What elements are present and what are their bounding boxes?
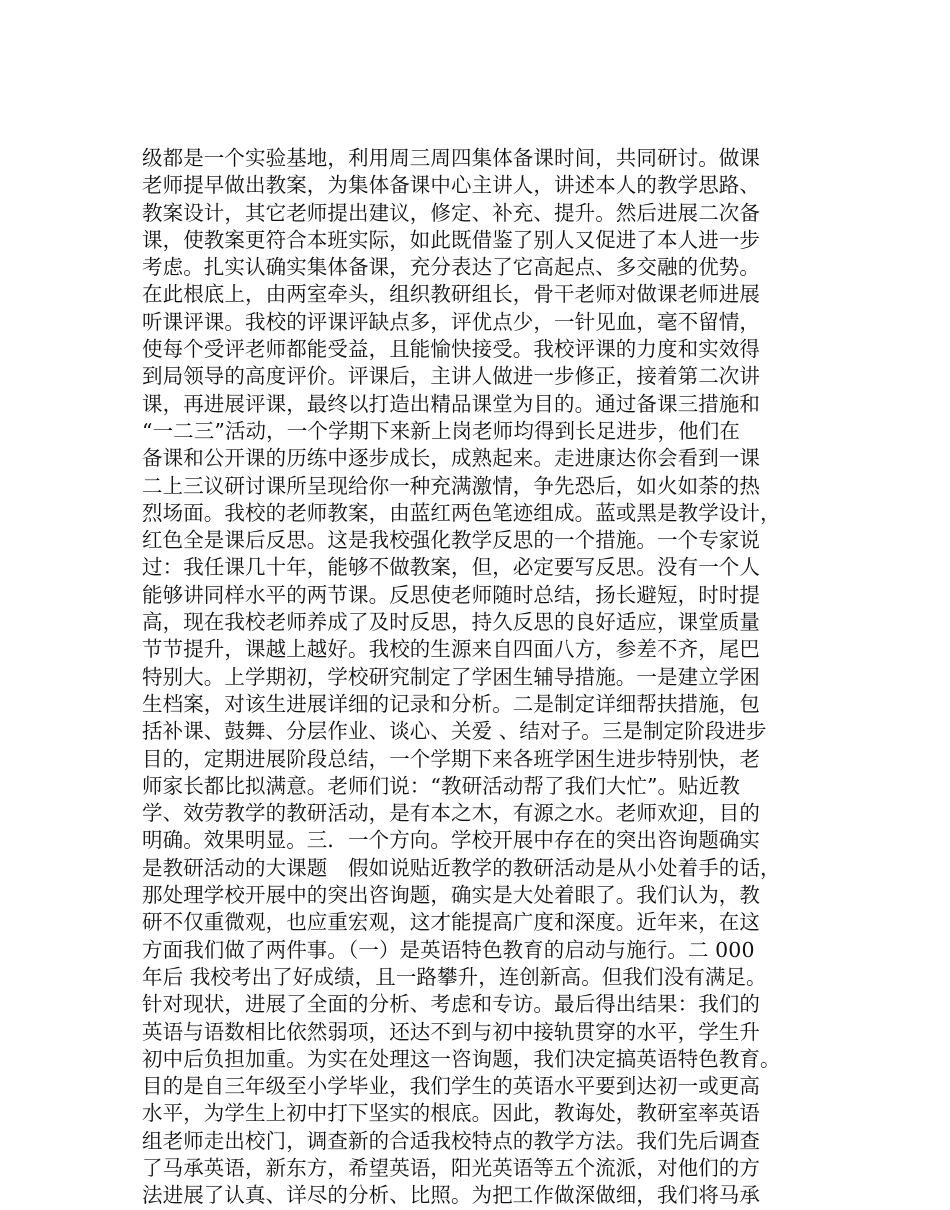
text-line: 二上三议研讨课所呈现给你一种充满激情，争先恐后，如火如荼的热 — [142, 473, 760, 498]
text-line: 师家长都比拟满意。老师们说：“教研活动帮了我们大忙”。贴近教 — [142, 773, 740, 798]
text-line: 学、效劳教学的教研活动，是有本之木，有源之水。老师欢迎，目的 — [142, 801, 760, 826]
text-line: 到局领导的高度评价。评课后，主讲人做进一步修正，接着第二次讲 — [142, 364, 760, 389]
text-line: 过：我任课几十年，能够不做教案，但，必定要写反思。没有一个人 — [142, 555, 760, 580]
text-line: 在此根底上，由两室牵头，组织教研组长，骨干老师对做课老师进展 — [142, 282, 760, 307]
text-line: 老师提早做出教案，为集体备课中心主讲人，讲述本人的教学思路、 — [142, 173, 760, 198]
text-line: 那处理学校开展中的突出咨询题，确实是大处着眼了。我们认为，教 — [142, 883, 760, 908]
text-line: 红色全是课后反思。这是我校强化教学反思的一个措施。一个专家说 — [142, 528, 760, 553]
text-line: 明确。效果明显。三．一个方向。学校开展中存在的突出咨询题确实 — [142, 828, 760, 853]
text-line: 高，现在我校老师养成了及时反思，持久反思的良好适应，课堂质量 — [142, 610, 760, 635]
text-line: 针对现状，进展了全面的分析、考虑和专访。最后得出结果：我们的 — [142, 992, 760, 1017]
text-line: 级都是一个实验基地，利用周三周四集体备课时间，共同研讨。做课 — [142, 146, 760, 170]
text-line: 英语与语数相比依然弱项，还达不到与初中接轨贯穿的水平，学生升 — [142, 1019, 760, 1044]
text-line: 特别大。上学期初，学校研究制定了学困生辅导措施。一是建立学困 — [142, 664, 760, 689]
text-line: 烈场面。我校的老师教案，由蓝红两色笔迹组成。蓝或黑是教学设计， — [142, 500, 781, 525]
text-line: 备课和公开课的历练中逐步成长，成熟起来。走进康达你会看到一课 — [142, 446, 760, 471]
text-line: 是教研活动的大课题 假如说贴近教学的教研活动是从小处着手的话， — [142, 855, 781, 880]
text-line: 考虑。扎实认确实集体备课，充分表达了它高起点、多交融的优势。 — [142, 255, 760, 280]
body-text — [142, 145, 842, 1210]
text-line: 初中后负担加重。为实在处理这一咨询题，我们决定搞英语特色教育。 — [142, 1046, 781, 1071]
text-line: 水平，为学生上初中打下坚实的根底。因此，教诲处，教研室率英语 — [142, 1101, 760, 1126]
text-line: 年后 我校考出了好成绩，且一路攀升，连创新高。但我们没有满足。 — [142, 964, 767, 989]
text-line: 能够讲同样水平的两节课。反思使老师随时总结，扬长避短，时时提 — [142, 582, 760, 607]
text-line: 使每个受评老师都能受益，且能愉快接受。我校评课的力度和实效得 — [142, 337, 760, 362]
text-line: 研不仅重微观，也应重宏观，这才能提高广度和深度。近年来，在这 — [142, 910, 760, 935]
text-line: 教案设计，其它老师提出建议，修定、补充、提升。然后进展二次备 — [142, 200, 760, 225]
text-line: “一二三”活动，一个学期下来新上岗老师均得到长足进步，他们在 — [142, 418, 740, 443]
text-line: 组老师走出校门，调查新的合适我校特点的教学方法。我们先后调查 — [142, 1128, 760, 1153]
text-line: 了马承英语，新东方，希望英语，阳光英语等五个流派，对他们的方 — [142, 1155, 760, 1180]
text-line: 听课评课。我校的评课评缺点多，评优点少，一针见血，毫不留情， — [142, 309, 760, 334]
text-line: 生档案，对该生进展详细的记录和分析。二是制定详细帮扶措施，包 — [142, 691, 760, 716]
text-line: 课，使教案更符合本班实际，如此既借鉴了别人又促进了本人进一步 — [142, 227, 760, 252]
text-line: 课，再进展评课，最终以打造出精品课堂为目的。通过备课三措施和 — [142, 391, 760, 416]
text-line: 法进展了认真、详尽的分析、比照。为把工作做深做细，我们将马承 — [142, 1183, 760, 1208]
text-line: 方面我们做了两件事。（一）是英语特色教育的启动与施行。二 000 — [142, 937, 755, 962]
text-line: 目的是自三年级至小学毕业，我们学生的英语水平要到达初一或更高 — [142, 1074, 760, 1099]
text-line: 节节提升，课越上越好。我校的生源来自四面八方，参差不齐，尾巴 — [142, 637, 760, 662]
text-line: 括补课、鼓舞、分层作业、谈心、关爱 、结对子。三是制定阶段进步 — [142, 719, 767, 744]
text-line: 目的，定期进展阶段总结，一个学期下来各班学困生进步特别快，老 — [142, 746, 760, 771]
